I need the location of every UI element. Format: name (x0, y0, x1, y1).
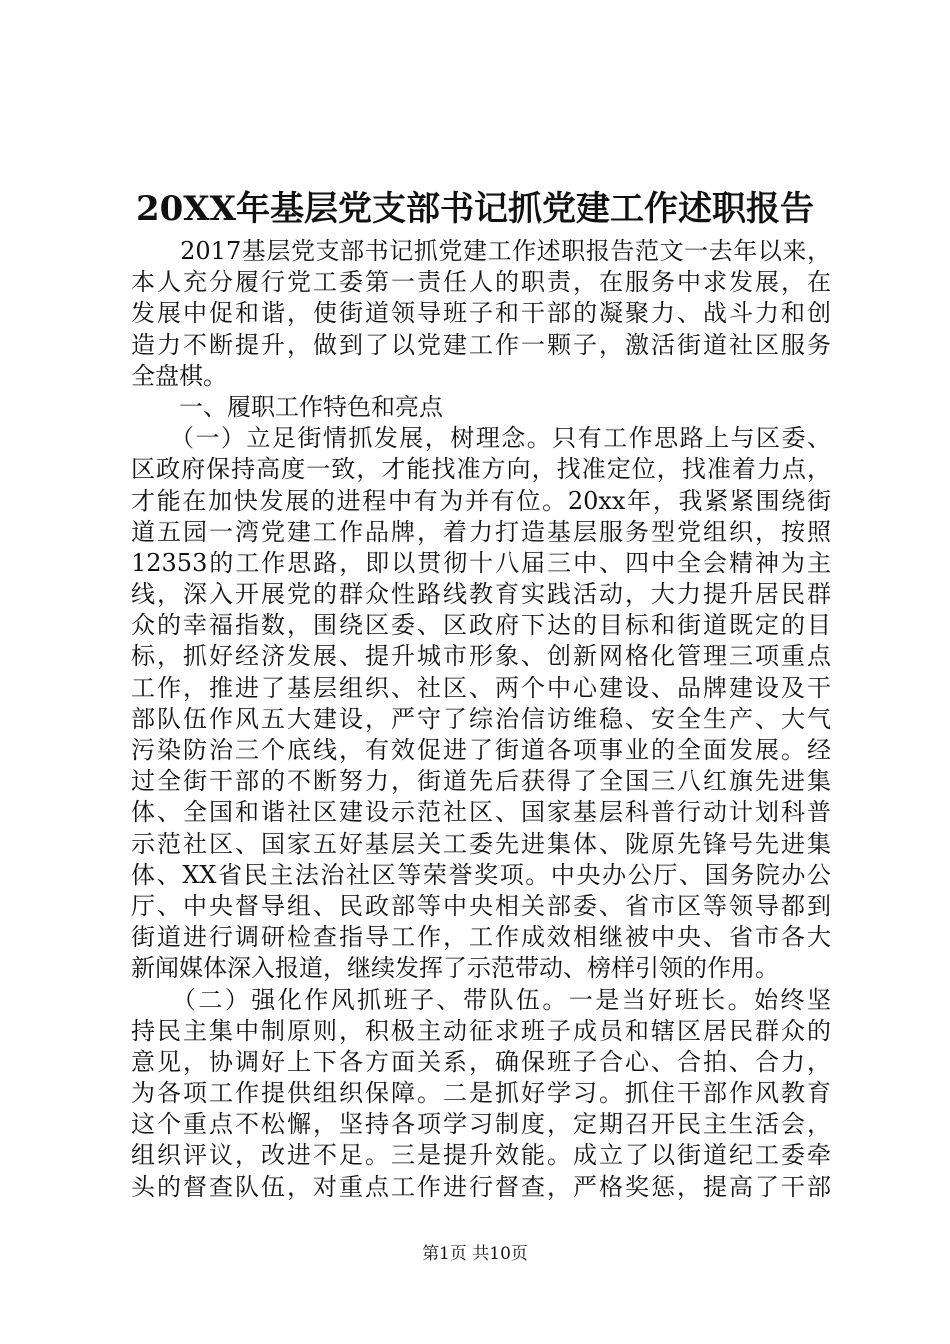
text-line: 12353的工作思路，即以贯彻十八届三中、四中全会精神为主 (131, 548, 831, 577)
text-line: （一）立足街情抓发展，树理念。只有工作思路上与区委、 (131, 424, 831, 453)
text-line: 一、履职工作特色和亮点 (131, 392, 443, 421)
page-footer: 第1页 共10页 (422, 1244, 528, 1264)
section-heading (131, 392, 831, 423)
text-line: 众的幸福指数，围绕区委、区政府下达的目标和街道既定的目 (131, 611, 831, 640)
text-line: 标，抓好经济发展、提升城市形象、创新网格化管理三项重点 (131, 642, 831, 671)
text-line: 污染防治三个底线，有效促进了街道各项事业的全面发展。经 (131, 736, 831, 764)
text-line: 示范社区、国家五好基层关工委先进集体、陇原先锋号先进集 (131, 829, 831, 858)
text-line: 为各项工作提供组织保障。二是抓好学习。抓住干部作风教育 (131, 1079, 831, 1108)
text-line: 意见，协调好上下各方面关系，确保班子合心、合拍、合力， (131, 1047, 831, 1076)
text-line: 持民主集中制原则，积极主动征求班子成员和辖区居民群众的 (131, 1016, 831, 1045)
text-line: 这个重点不松懈，坚持各项学习制度，定期召开民主生活会， (131, 1110, 831, 1139)
text-line: 部队伍作风五大建设，严守了综治信访维稳、安全生产、大气 (131, 704, 831, 733)
paragraph (131, 423, 831, 984)
text-line: 厅、中央督导组、民政部等中央相关部委、省市区等领导都到 (131, 891, 831, 920)
text-line: （二）强化作风抓班子、带队伍。一是当好班长。始终坚 (131, 985, 831, 1014)
text-line: 道五园一湾党建工作品牌，着力打造基层服务型党组织，按照 (131, 517, 831, 546)
text-line: 线，深入开展党的群众性路线教育实践活动，大力提升居民群 (131, 580, 831, 609)
text-line: 新闻媒体深入报道，继续发挥了示范带动、榜样引领的作用。 (131, 954, 779, 983)
text-line: 2017基层党支部书记抓党建工作述职报告范文一去年以来， (131, 237, 831, 265)
text-line: 本人充分履行党工委第一责任人的职责，在服务中求发展，在 (131, 268, 831, 297)
text-line: 组织评议，改进不足。三是提升效能。成立了以街道纪工委牵 (131, 1141, 831, 1170)
text-line: 造力不断提升，做到了以党建工作一颗子，激活街道社区服务 (131, 330, 831, 359)
text-line: 体、全国和谐社区建设示范社区、国家基层科普行动计划科普 (131, 798, 831, 827)
text-line: 工作，推进了基层组织、社区、两个中心建设、品牌建设及干 (131, 673, 831, 702)
text-line: 过全街干部的不断努力，街道先后获得了全国三八红旗先进集 (131, 767, 831, 796)
text-line: 区政府保持高度一致，才能找准方向，找准定位，找准着力点， (131, 455, 831, 484)
paragraph (131, 985, 831, 1203)
text-line: 发展中促和谐，使街道领导班子和干部的凝聚力、战斗力和创 (131, 299, 831, 328)
document-body (131, 236, 831, 1203)
paragraph (131, 236, 831, 392)
text-line: 全盘棋。 (131, 361, 227, 390)
text-line: 头的督查队伍，对重点工作进行督查，严格奖惩，提高了干部 (131, 1172, 831, 1201)
document-title: 20XX年基层党支部书记抓党建工作述职报告 (135, 189, 815, 229)
text-line: 才能在加快发展的进程中有为并有位。20xx年，我紧紧围绕街 (131, 486, 831, 515)
text-line: 体、XX省民主法治社区等荣誉奖项。中央办公厅、国务院办公 (131, 860, 831, 889)
text-line: 街道进行调研检查指导工作，工作成效相继被中央、省市各大 (131, 923, 831, 952)
